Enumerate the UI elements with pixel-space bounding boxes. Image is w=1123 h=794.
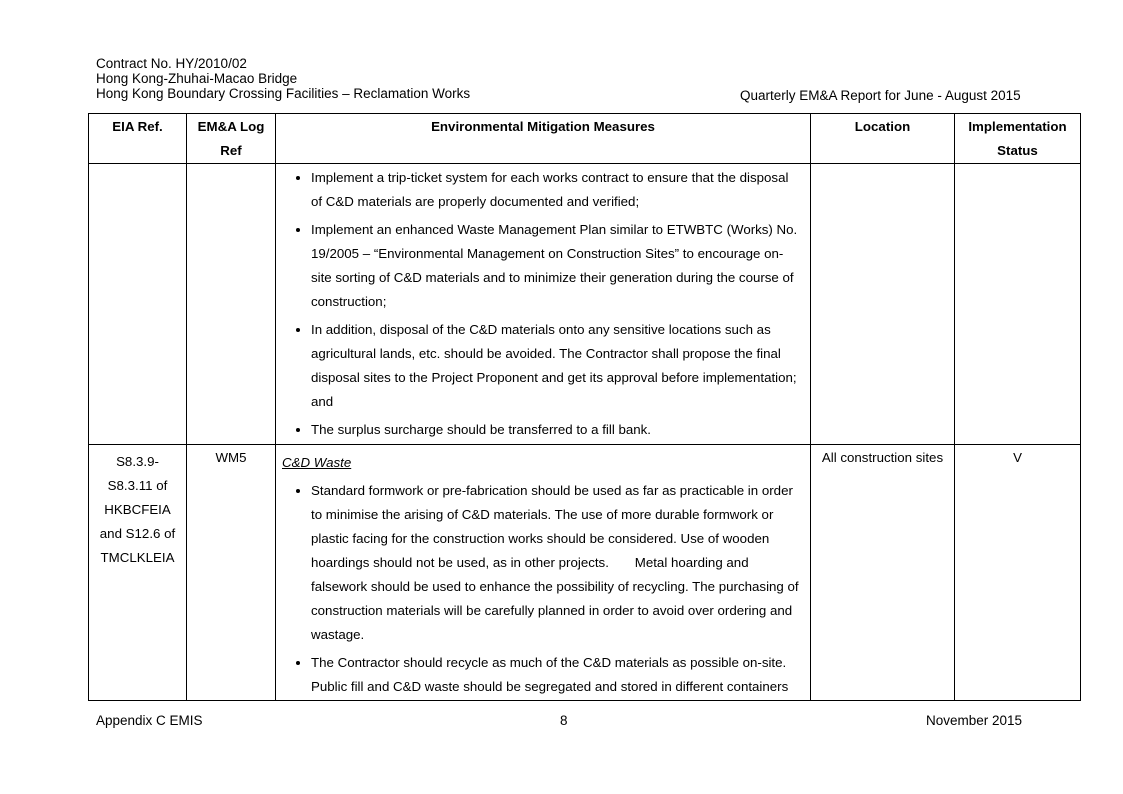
document-header [96,56,470,101]
page-number: 8 [560,713,568,728]
ema-log-cell: WM5 [187,445,276,701]
list-item: • The Contractor should recycle as much of the C&D materials as possible on-site. Public fill and C&D waste should be segregated and stored in different containers [311,651,800,699]
status-cell [955,164,1081,445]
measures-cell [276,164,811,445]
project-name: Hong Kong-Zhuhai-Macao Bridge [96,71,298,86]
col-measures: Environmental Mitigation Measures [276,114,811,164]
footer-appendix: Appendix C EMIS [96,713,203,728]
list-item: • In addition, disposal of the C&D materials onto any sensitive locations such as agricultural lands, etc. should be avoided. The Contractor shall propose the final disposal sites to the Project Proponent and get its approval before implementation; and [311,318,800,414]
measures-list [284,479,803,699]
col-eia-ref: EIA Ref. [89,114,187,164]
table-row [89,445,1081,701]
measures-cell [276,445,811,701]
col-status: Implementation Status [955,114,1081,164]
status-cell: V [955,445,1081,701]
location-cell: All construction sites [811,445,955,701]
table-header-row [89,114,1081,164]
eia-ref-cell [89,164,187,445]
report-title: Quarterly EM&A Report for June - August 2015 [740,88,1021,103]
measures-list [284,166,800,442]
contract-number: Contract No. HY/2010/02 [96,56,247,71]
footer-date: November 2015 [926,713,1023,728]
facility-name: Hong Kong Boundary Crossing Facilities – Reclamation Works [96,86,471,101]
col-location: Location [811,114,955,164]
list-item: • Implement a trip-ticket system for each works contract to ensure that the disposal of C&D materials are properly documented and verified; [311,166,800,214]
table-row [89,164,1081,445]
list-item: • Standard formwork or pre-fabrication should be used as far as practicable in order to minimise the arising of C&D materials. The use of more durable formwork or plastic facing for the construction works should be considered. Use of wooden hoardings should not be used, as in other projects. Metal hoarding and falsework should be used to enhance the possibility of recycling. The purchasing of construction materials will be carefully planned in order to avoid over ordering and wastage. [311,479,800,647]
measures-subheading: C&D Waste [282,455,352,470]
list-item: • The surplus surcharge should be transferred to a fill bank. [311,418,800,442]
ema-log-cell [187,164,276,445]
list-item: • Implement an enhanced Waste Management Plan similar to ETWBTC (Works) No. 19/2005 – “Environmental Management on Construction Sites” to encourage on-site sorting of C&D materials and to minimize their generation during the course of construction; [311,218,800,314]
location-cell [811,164,955,445]
eia-ref-cell: S8.3.9- S8.3.11 of HKBCFEIA and S12.6 of TMCLKLEIA [89,445,187,701]
col-ema-log-ref: EM&A Log Ref [187,114,276,164]
emis-table [88,113,1081,701]
